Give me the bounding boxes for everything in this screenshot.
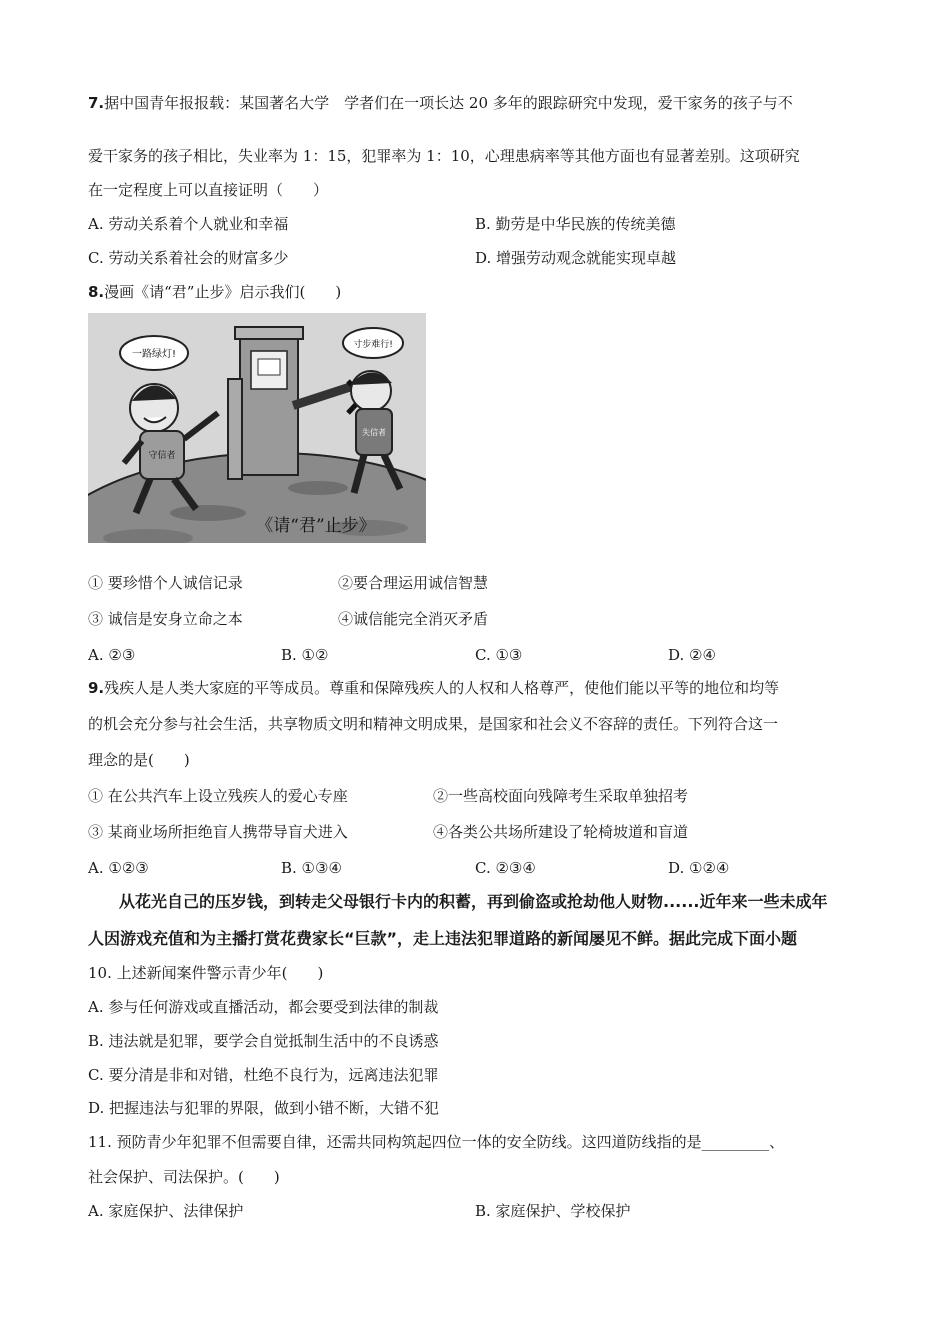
q9-option-c[interactable]: C. ②③④ [475,859,536,877]
q11-stem-1: 11. 预防青少年犯罪不但需要自律，还需共同构筑起四位一体的安全防线。这四道防线指的是_________、 [88,1133,785,1151]
q11-option-a[interactable]: A. 家庭保护、法律保护 [88,1202,244,1220]
q9-statement-4: ④各类公共场所建设了轮椅坡道和盲道 [433,823,689,841]
q7-line-1 [88,93,793,113]
passage-line-2: 人因游戏充值和为主播打赏花费家长“巨款”，走上违法犯罪道路的新闻屡见不鲜。据此完成下面小题 [88,929,798,948]
q11-stem-2: 社会保护、司法保护。( ) [88,1168,280,1186]
q11-option-b[interactable]: B. 家庭保护、学校保护 [475,1202,631,1220]
q8-option-c[interactable]: C. ①③ [475,646,523,664]
q7-option-d[interactable]: D. 增强劳动观念就能实现卓越 [475,249,677,267]
q9-stem-1: 残疾人是人类大家庭的平等成员。尊重和保障残疾人的人权和人格尊严，使他们能以平等的地位和均等 [104,679,780,697]
q7-option-a[interactable]: A. 劳动关系着个人就业和幸福 [88,215,289,233]
q8-line [88,282,341,302]
shirt-left-text: 守信者 [148,451,176,461]
bubble-right-text: 寸步难行! [353,340,393,350]
passage-line-1: 从花光自己的压岁钱，到转走父母银行卡内的积蓄，再到偷盗或抢劫他人财物......近年来一些未成年 [119,892,828,911]
q10-option-d[interactable]: D. 把握违法与犯罪的界限，做到小错不断，大错不犯 [88,1099,440,1117]
q9-number: 9. [88,679,105,697]
q7-stem-2: 爱干家务的孩子相比，失业率为 1：15，犯罪率为 1：10，心理患病率等其他方面也有显著差别。这项研究 [88,147,800,165]
q9-option-d[interactable]: D. ①②④ [668,859,730,877]
q9-option-a[interactable]: A. ①②③ [88,859,149,877]
q7-option-c[interactable]: C. 劳动关系着社会的财富多少 [88,249,289,267]
q9-statement-3: ③ 某商业场所拒绝盲人携带导盲犬进入 [88,823,348,841]
comic-caption: 《请“君”止步》 [256,516,376,536]
q7-stem-1: 据中国青年报报载：某国著名大学 学者们在一项长达 20 多年的跟踪研究中发现，爱干家务的孩子与不 [104,94,793,112]
q10-option-a[interactable]: A. 参与任何游戏或直播活动，都会要受到法律的制裁 [88,998,439,1016]
q8-statement-2: ②要合理运用诚信智慧 [338,574,489,592]
q9-statement-2: ②一些高校面向残障考生采取单独招考 [433,787,689,805]
q10-stem: 10. 上述新闻案件警示青少年( ) [88,964,324,982]
q9-stem-3: 理念的是( ) [88,751,190,769]
q9-stem-2: 的机会充分参与社会生活，共享物质文明和精神文明成果，是国家和社会义不容辞的责任。下列符合这一 [88,715,779,733]
q8-statement-1: ① 要珍惜个人诚信记录 [88,574,243,592]
q7-option-b[interactable]: B. 勤劳是中华民族的传统美德 [475,215,676,233]
q10-option-c[interactable]: C. 要分清是非和对错，杜绝不良行为，远离违法犯罪 [88,1066,439,1084]
q9-option-b[interactable]: B. ①③④ [281,859,342,877]
bubble-left-text: 一路绿灯! [131,349,177,360]
q7-number: 7. [88,94,105,112]
q10-option-b[interactable]: B. 违法就是犯罪，要学会自觉抵制生活中的不良诱惑 [88,1032,439,1050]
q8-stem: 漫画《请“君”止步》启示我们( ) [104,283,342,301]
comic-illustration [88,313,426,543]
shirt-right-text: 失信者 [362,428,386,437]
comic-drawing [88,313,426,543]
q9-statement-1: ① 在公共汽车上设立残疾人的爱心专座 [88,787,348,805]
q8-statement-3: ③ 诚信是安身立命之本 [88,610,243,628]
q8-option-b[interactable]: B. ①② [281,646,329,664]
q7-stem-3: 在一定程度上可以直接证明（ ） [88,181,329,199]
q8-statement-4: ④诚信能完全消灭矛盾 [338,610,489,628]
q9-line-1 [88,678,779,698]
q8-option-a[interactable]: A. ②③ [88,646,136,664]
q8-number: 8. [88,283,105,301]
q8-option-d[interactable]: D. ②④ [668,646,716,664]
